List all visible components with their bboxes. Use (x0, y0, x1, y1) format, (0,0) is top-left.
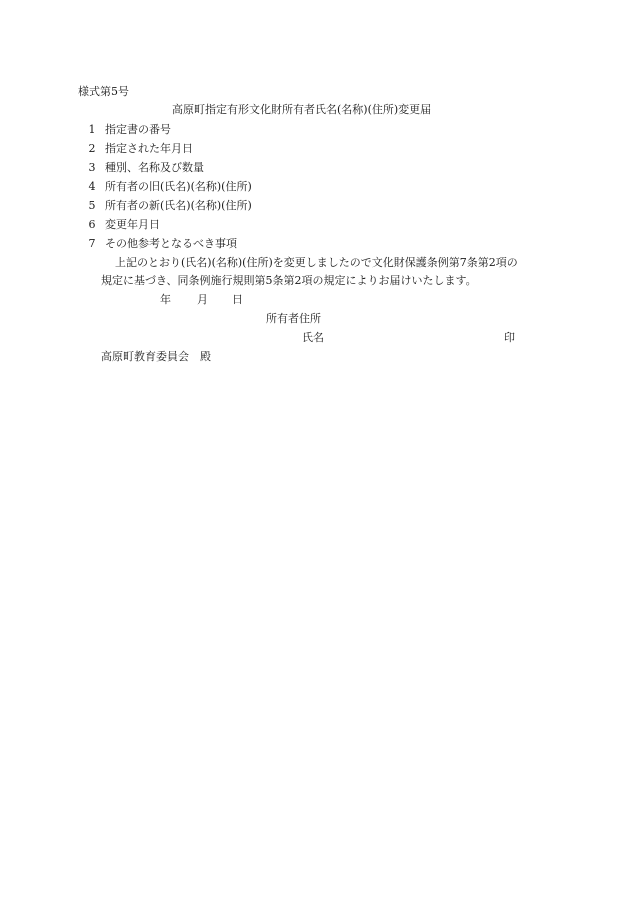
item-row (85, 124, 171, 135)
item-row (85, 219, 160, 230)
item-number: 1 (88, 123, 96, 136)
form-number: 様式第5号 (78, 85, 129, 98)
owner-name-label: 氏名 (302, 331, 324, 344)
item-label: その他参考となるべき事項 (105, 237, 237, 250)
item-label: 指定書の番号 (105, 123, 171, 136)
addressee: 高原町教育委員会 殿 (101, 350, 211, 363)
date-day: 日 (232, 293, 243, 306)
form-title: 高原町指定有形文化財所有者氏名(名称)(住所)変更届 (172, 103, 432, 116)
item-row (85, 238, 237, 249)
item-number: 6 (88, 218, 96, 231)
date-month: 月 (197, 293, 208, 306)
date-year: 年 (160, 293, 171, 306)
item-number: 7 (88, 237, 96, 250)
item-row (85, 200, 252, 211)
item-label: 種別、名称及び数量 (105, 161, 204, 174)
item-number: 4 (88, 180, 96, 193)
seal-label: 印 (504, 331, 515, 344)
item-number: 5 (88, 199, 96, 212)
item-row (85, 143, 193, 154)
item-row (85, 162, 204, 173)
item-label: 変更年月日 (105, 218, 160, 231)
item-row (85, 181, 252, 192)
item-number: 3 (88, 161, 96, 174)
body-text-line1: 上記のとおり(氏名)(名称)(住所)を変更しましたので文化財保護条例第7条第2項の (115, 256, 518, 269)
item-number: 2 (88, 142, 96, 155)
owner-address-label: 所有者住所 (266, 312, 321, 325)
item-label: 指定された年月日 (105, 142, 193, 155)
body-text-line2: 規定に基づき、同条例施行規則第5条第2項の規定によりお届けいたします。 (101, 274, 477, 287)
item-label: 所有者の新(氏名)(名称)(住所) (105, 199, 252, 212)
item-label: 所有者の旧(氏名)(名称)(住所) (105, 180, 252, 193)
